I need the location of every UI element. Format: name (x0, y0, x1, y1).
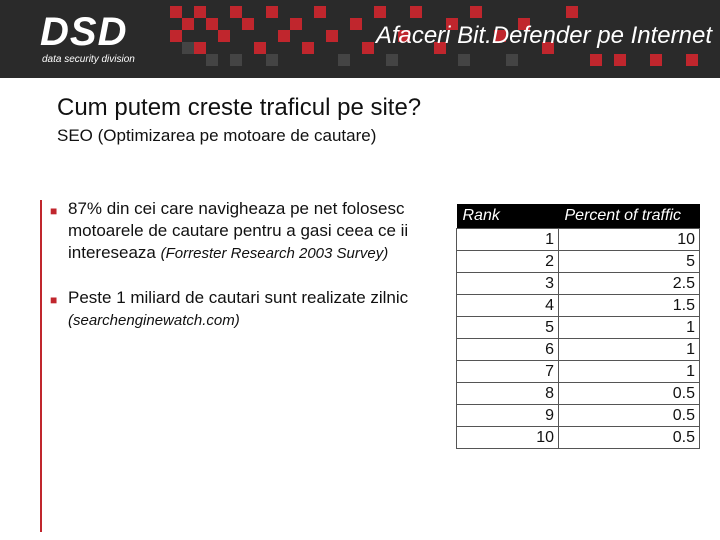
logo-text: DSD (40, 10, 128, 54)
bullet-citation: (searchenginewatch.com) (68, 312, 240, 329)
slide-title: Cum putem creste traficul pe site? (57, 94, 422, 121)
bullet-item (48, 287, 438, 332)
rank-cell: 8 (457, 383, 559, 405)
percent-cell: 0.5 (559, 383, 700, 405)
percent-cell: 10 (559, 229, 700, 251)
square-bullet-icon: ■ (50, 204, 58, 218)
rank-cell: 6 (457, 339, 559, 361)
rank-cell: 10 (457, 427, 559, 449)
percent-cell: 2.5 (559, 273, 700, 295)
dsd-logo (40, 12, 150, 68)
column-header-rank: Rank (457, 204, 559, 229)
percent-cell: 0.5 (559, 405, 700, 427)
header-title: Afaceri Bit.Defender pe Internet (375, 22, 712, 49)
percent-cell: 0.5 (559, 427, 700, 449)
percent-cell: 1.5 (559, 295, 700, 317)
table-row (457, 405, 700, 427)
percent-cell: 1 (559, 339, 700, 361)
table-row (457, 273, 700, 295)
percent-cell: 1 (559, 361, 700, 383)
slide-subtitle: SEO (Optimizarea pe motoare de cautare) (57, 126, 377, 145)
rank-cell: 4 (457, 295, 559, 317)
table-row (457, 427, 700, 449)
percent-cell: 1 (559, 317, 700, 339)
rank-cell: 9 (457, 405, 559, 427)
table-header-row (457, 204, 700, 229)
logo-subtext: data security division (42, 54, 135, 65)
bullet-text: 87% din cei care navigheaza pe net folosesc motoarele de cautare pentru a gasi ceea ce ii intereseaza (68, 199, 409, 262)
table-row (457, 383, 700, 405)
rank-cell: 5 (457, 317, 559, 339)
table-row (457, 361, 700, 383)
table-row (457, 229, 700, 251)
rank-cell: 1 (457, 229, 559, 251)
table-row (457, 339, 700, 361)
bullet-list (48, 198, 438, 354)
table-row (457, 317, 700, 339)
accent-line (40, 200, 42, 532)
column-header-percent: Percent of traffic (559, 204, 700, 229)
percent-cell: 5 (559, 251, 700, 273)
rank-cell: 3 (457, 273, 559, 295)
table-row (457, 295, 700, 317)
rank-cell: 7 (457, 361, 559, 383)
bullet-citation: (Forrester Research 2003 Survey) (160, 245, 389, 262)
bullet-item (48, 198, 438, 265)
header-band (0, 0, 720, 78)
square-bullet-icon: ■ (50, 293, 58, 307)
traffic-table (456, 204, 700, 449)
bullet-text: Peste 1 miliard de cautari sunt realizate zilnic (68, 288, 409, 307)
table-row (457, 251, 700, 273)
rank-cell: 2 (457, 251, 559, 273)
